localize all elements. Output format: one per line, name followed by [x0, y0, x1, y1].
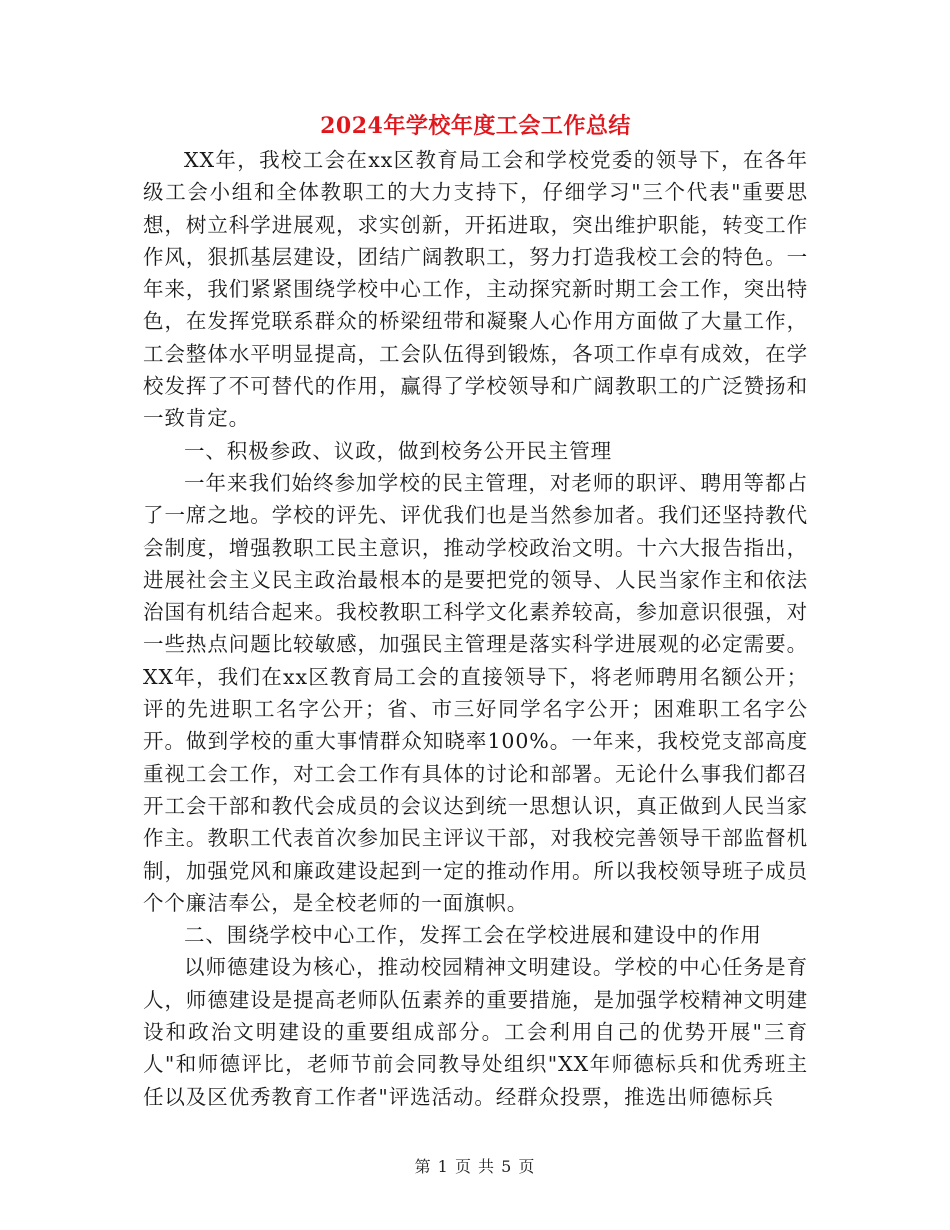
section-1-paragraph: 一年来我们始终参加学校的民主管理，对老师的职评、聘用等都占了一席之地。学校的评先、评优我们也是当然参加者。我们还坚持教代会制度，增强教职工民主意识，推动学校政治文明。十六大报告指出，进展社会主义民主政治最根本的是要把党的领导、人民当家作主和依法治国有机结合起来。我校教职工科学文化素养较高，参加意识很强，对一些热点问题比较敏感，加强民主管理是落实科学进展观的必定需要。XX年，我们在xx区教育局工会的直接领导下，将老师聘用名额公开；评的先进职工名字公开；省、市三好同学名字公开；困难职工名字公开。做到学校的重大事情群众知晓率100%。一年来，我校党支部高度重视工会工作，对工会工作有具体的讨论和部署。无论什么事我们都召开工会干部和教代会成员的会议达到统一思想认识，真正做到人民当家作主。教职工代表首次参加民主评议干部，对我校完善领导干部监督机制，加强党风和廉政建设起到一定的推动作用。所以我校领导班子成员个个廉洁奉公，是全校老师的一面旗帜。 — [143, 470, 808, 915]
section-1-heading: 一、积极参政、议政，做到校务公开民主管理 — [184, 438, 612, 463]
intro-paragraph: XX年，我校工会在xx区教育局工会和学校党委的领导下，在各年级工会小组和全体教职工的大力支持下，仔细学习"三个代表"重要思想，树立科学进展观，求实创新，开拓进取，突出维护职能，转变工作作风，狠抓基层建设，团结广阔教职工，努力打造我校工会的特色。一年来，我们紧紧围绕学校中心工作，主动探究新时期工会工作，突出特色，在发挥党联系群众的桥梁纽带和凝聚人心作用方面做了大量工作，工会整体水平明显提高，工会队伍得到锻炼，各项工作卓有成效，在学校发挥了不可替代的作用，赢得了学校领导和广阔教职工的广泛赞扬和一致肯定。 — [143, 148, 808, 431]
document-title: 2024年学校年度工会工作总结 — [320, 113, 631, 139]
document-page — [143, 108, 808, 1113]
section-2-paragraph: 以师德建设为核心，推动校园精神文明建设。学校的中心任务是育人，师德建设是提高老师队伍素养的重要措施，是加强学校精神文明建设和政治文明建设的重要组成部分。工会利用自己的优势开展"三育人"和师德评比，老师节前会同教导处组织"XX年师德标兵和优秀班主任以及区优秀教育工作者"评选活动。经群众投票，推选出师德标兵 — [143, 955, 808, 1109]
page-footer: 第 1 页 共 5 页 — [414, 1157, 536, 1176]
section-2-heading: 二、围绕学校中心工作，发挥工会在学校进展和建设中的作用 — [184, 923, 762, 948]
